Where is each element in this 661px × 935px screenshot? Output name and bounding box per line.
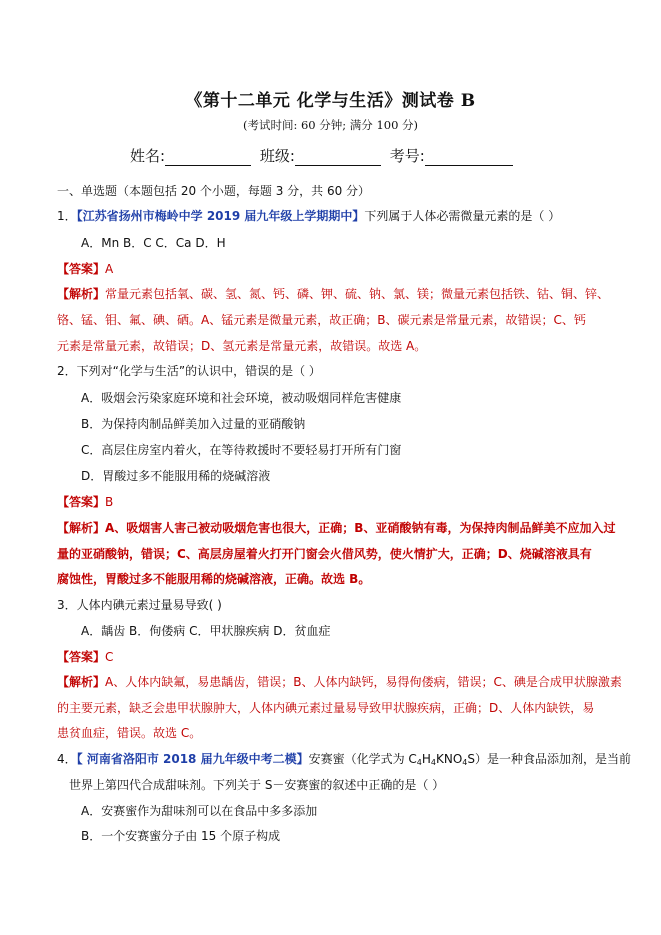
question-2-option-d: D．胃酸过多不能服用稀的烧碱溶液	[81, 469, 271, 483]
question-stem: 下列对“化学与生活”的认识中，错误的是（ ）	[76, 364, 321, 378]
question-3-analysis-1	[57, 673, 622, 690]
analysis-label: 【解析】	[57, 675, 106, 689]
answer-label: 【答案】	[57, 495, 106, 509]
answer-value: C	[105, 650, 114, 664]
class-blank[interactable]	[295, 149, 381, 166]
page-title: 《第十二单元 化学与生活》测试卷 B	[185, 91, 476, 111]
question-source: 【江苏省扬州市梅岭中学 2019 届九年级上学期期中】	[76, 209, 365, 223]
analysis-text: A、吸烟害人害己被动吸烟危害也很大，正确；B、亚硝酸钠有毒，为保持肉制品鲜美不应加入过	[105, 521, 616, 535]
exam-number-label: 考号:	[389, 147, 425, 165]
question-1-options: A．Mn B．C C．Ca D．H	[81, 236, 226, 250]
question-stem-part: S）是一种食品添加剂，是当前	[467, 752, 632, 766]
question-2-analysis-1	[57, 519, 615, 536]
question-2-option-c: C．高层住房室内着火，在等待救援时不要轻易打开所有门窗	[81, 443, 402, 457]
question-stem: 人体内碘元素过量易导致( )	[76, 598, 222, 612]
question-2	[57, 362, 321, 379]
question-3-analysis-2: 的主要元素，缺乏会患甲状腺肿大，人体内碘元素过量易导致甲状腺疾病，正确；D、人体内缺铁，易	[57, 701, 595, 715]
question-number: 3．	[57, 598, 77, 612]
subscript: 4	[416, 758, 422, 767]
question-4-stem-line-2: 世界上第四代合成甜味剂。下列关于 S－安赛蜜的叙述中正确的是（ ）	[69, 778, 445, 792]
analysis-text: A、人体内缺氟，易患龋齿，错误；B、人体内缺钙，易得佝偻病，错误；C、碘是合成甲状腺激素	[105, 675, 622, 689]
name-blank[interactable]	[165, 149, 251, 166]
question-4-option-a: A．安赛蜜作为甜味剂可以在食品中多多添加	[81, 804, 318, 818]
question-1	[57, 207, 560, 224]
subscript: 4	[462, 758, 468, 767]
name-label: 姓名:	[130, 147, 166, 165]
question-4	[57, 750, 631, 767]
analysis-text: 常量元素包括氧、碳、氢、氮、钙、磷、钾、硫、钠、氯、镁；微量元素包括铁、钴、铜、锌、	[105, 287, 610, 301]
question-number: 1．	[57, 209, 77, 223]
analysis-label: 【解析】	[57, 287, 106, 301]
question-1-analysis-1	[57, 285, 609, 302]
question-source: 【 河南省洛阳市 2018 届九年级中考二模】	[76, 752, 309, 766]
exam-info: (考试时间: 60 分钟; 满分 100 分)	[242, 118, 419, 132]
analysis-label: 【解析】	[57, 521, 106, 535]
question-2-analysis-2: 量的亚硝酸钠，错误；C、高层房屋着火打开门窗会火借风势，使火情扩大，正确；D、烧碱溶液具有	[57, 547, 592, 561]
subscript: 4	[430, 758, 436, 767]
question-1-answer	[57, 260, 113, 277]
question-3-analysis-3: 患贫血症，错误。故选 C。	[57, 726, 202, 740]
section-heading: 一、单选题（本题包括 20 个小题，每题 3 分，共 60 分）	[57, 184, 371, 198]
question-3-answer	[57, 648, 113, 665]
question-2-option-b: B．为保持肉制品鲜美加入过量的亚硝酸钠	[81, 417, 306, 431]
question-1-analysis-3: 元素是常量元素，故错误；D、氢元素是常量元素，故错误。故选 A。	[57, 339, 427, 353]
question-number: 4．	[57, 752, 77, 766]
question-stem-part: H	[421, 752, 431, 766]
question-stem: 下列属于人体必需微量元素的是（ ）	[364, 209, 561, 223]
question-number: 2．	[57, 364, 77, 378]
answer-label: 【答案】	[57, 262, 106, 276]
question-stem-part: KNO	[436, 752, 463, 766]
student-info-line	[130, 145, 517, 166]
answer-value: A	[105, 262, 114, 276]
class-label: 班级:	[259, 147, 295, 165]
question-3-options: A．龋齿 B．佝偻病 C．甲状腺疾病 D．贫血症	[81, 624, 331, 638]
question-2-option-a: A．吸烟会污染家庭环境和社会环境，被动吸烟同样危害健康	[81, 391, 402, 405]
exam-number-blank[interactable]	[425, 149, 513, 166]
question-1-analysis-2: 铬、锰、钼、氟、碘、硒。A、锰元素是微量元素，故正确；B、碳元素是常量元素，故错误；C、钙	[57, 313, 586, 327]
answer-value: B	[105, 495, 114, 509]
question-2-analysis-3: 腐蚀性，胃酸过多不能服用稀的烧碱溶液，正确。故选 B。	[57, 572, 371, 586]
question-2-answer	[57, 493, 113, 510]
question-3	[57, 596, 222, 613]
question-4-option-b: B．一个安赛蜜分子由 15 个原子构成	[81, 829, 281, 843]
question-stem-part: 安赛蜜（化学式为 C	[308, 752, 417, 766]
answer-label: 【答案】	[57, 650, 106, 664]
